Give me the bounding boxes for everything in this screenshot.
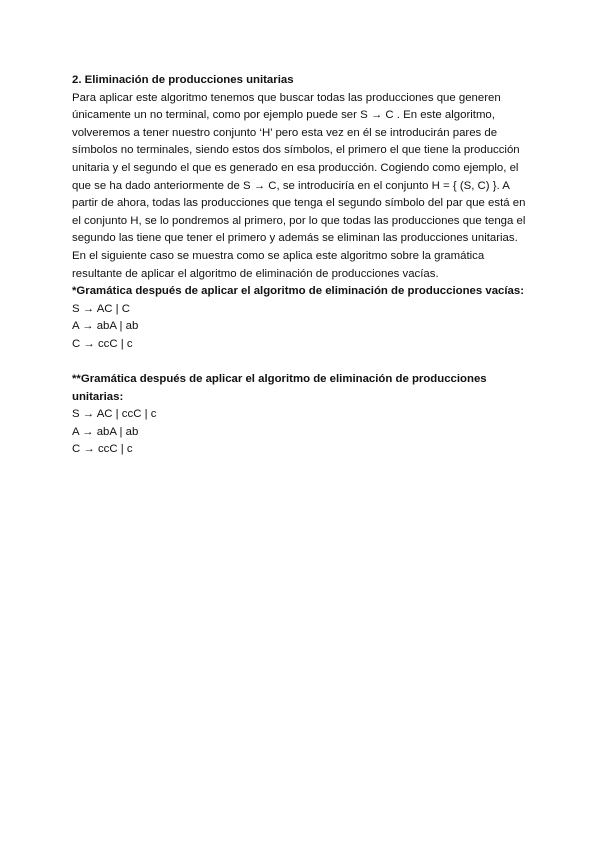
grammar-before-heading: *Gramática después de aplicar el algoritmo de eliminación de producciones vacías: xyxy=(72,285,524,298)
blank-line xyxy=(72,354,528,372)
grammar-before-rule-s: S → AC | C xyxy=(72,302,131,315)
document-page xyxy=(72,72,528,459)
grammar-before-rule-c: C → ccC | c xyxy=(72,337,133,350)
grammar-after-rule-a: A → abA | ab xyxy=(72,425,139,438)
grammar-before-rule-a: A → abA | ab xyxy=(72,320,139,333)
grammar-after-heading: **Gramática después de aplicar el algoritmo de eliminación de producciones unitarias: xyxy=(72,373,487,403)
section-paragraph: Para aplicar este algoritmo tenemos que buscar todas las producciones que generen únicamente un no terminal, como por ejemplo puede ser S → C . En este algoritmo, volveremos a tener nuestro conjunto ‘H’ pero esta vez en él se introducirán pares de símbolos no terminales, siendo estos dos símbolos, el primero el que tiene la producción unitaria y el segundo el que es generado en esa producción. Cogiendo como ejemplo, el que se ha dado anteriormente de S → C, se introduciría en el conjunto H = { (S, C) }. A partir de ahora, todas las producciones que tenga el segundo símbolo del par que está en el conjunto H, se lo pondremos al primero, por lo que todas las producciones que tenga el segundo las tiene que tener el primero y además se eliminan las producciones unitarias. En el siguiente caso se muestra como se aplica este algoritmo sobre la gramática resultante de aplicar el algoritmo de eliminación de producciones vacías. xyxy=(72,91,526,280)
grammar-after-rule-c: C → ccC | c xyxy=(72,443,133,456)
section-title: 2. Eliminación de producciones unitarias xyxy=(72,74,294,86)
grammar-after-rule-s: S → AC | ccC | c xyxy=(72,408,157,421)
